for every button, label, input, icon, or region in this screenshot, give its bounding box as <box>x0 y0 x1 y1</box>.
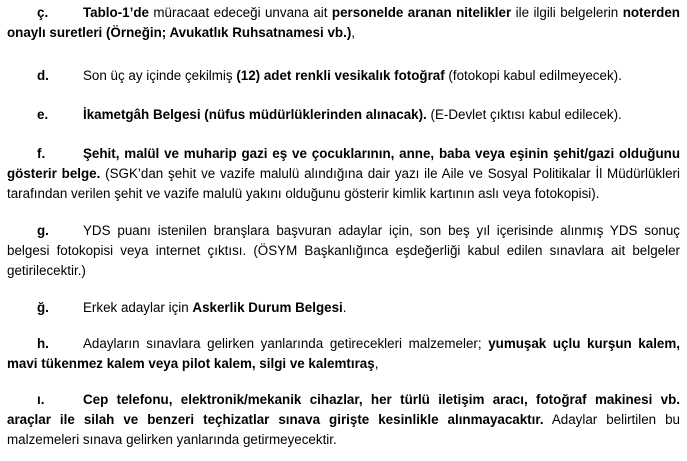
item-text: Tablo-1’de <box>83 5 149 20</box>
item-text: (E-Devlet çıktısı kabul edilecek). <box>426 107 622 122</box>
list-item-e: e. İkametgâh Belgesi (nüfus müdürlüklerinden alınacak). (E-Devlet çıktısı kabul edilecek). <box>37 107 622 122</box>
item-text: Adayların sınavlara gelirken yanlarında getirecekleri malzemeler; <box>83 336 489 351</box>
item-text: , <box>374 356 379 371</box>
item-text: yumuşak uçlu kurşun kalem, mavi tükenmez kalem veya pilot kalem, silgi ve kalemtıraş <box>7 336 680 371</box>
item-text: Erkek adaylar için <box>83 300 193 315</box>
item-text: Şehit, malül ve muharip gazi eş ve çocuklarının, anne, baba veya eşinin şehit/gazi olduğunu gösterir belge. <box>7 146 680 181</box>
item-text: (fotokopi kabul edilmeyecek). <box>444 68 622 83</box>
item-text: YDS puanı istenilen branşlara başvuran adaylar için, son beş yıl içerisinde alınmış YDS sonuç belgesi fotokopisi veya internet çıktısı. (ÖSYM Başkanlığınca eşdeğerliği kabul edilen sınavlara ait belgeler getirilecektir.) <box>7 223 680 278</box>
item-text: personelde aranan nitelikler <box>331 5 512 20</box>
item-text: Adaylar belirtilen bu malzemeleri sınava gelirken yanlarında getirmeyecektir. <box>7 412 680 447</box>
item-text: Cep telefonu, elektronik/mekanik cihazlar, her türlü iletişim aracı, fotoğraf makinesi vb. araçlar ile silah ve benzeri teçhizatlar sınava girişte kesinlikle alınmayacaktır. <box>7 392 680 427</box>
item-text: (SGK’dan şehit ve vazife malulü alındığına dair yazı ile Aile ve Sosyal Politikalar İl Müdürlükleri tarafından verilen şehit ve vazife malulü yakını olduğunu gösterir kimlik kartının aslı veya fotokopisi). <box>7 166 680 201</box>
list-item-f: f. Şehit, malül ve muharip gazi eş ve çocuklarının, anne, baba veya eşinin şehit/gazi olduğunu gösterir belge. (SGK’dan şehit ve vazife malulü alındığına dair yazı ile Aile ve Sosyal Politikalar İl Müdürlükleri tarafından verilen şehit ve vazife malulü yakını olduğunu gösterir kimlik kartının aslı veya fotokopisi). <box>7 146 680 201</box>
item-text: , <box>351 25 356 40</box>
item-text: (12) adet renkli vesikalık fotoğraf <box>236 68 445 83</box>
item-text: noterden onaylı suretleri (Örneğin; Avukatlık Ruhsatnamesi vb.) <box>7 5 680 40</box>
list-item-h: h. Adayların sınavlara gelirken yanlarında getirecekleri malzemeler; yumuşak uçlu kurşun kalem, mavi tükenmez kalem veya pilot kalem, silgi ve kalemtıraş, <box>7 336 680 371</box>
list-item-g-breve: ğ. Erkek adaylar için Askerlik Durum Belgesi. <box>37 300 347 315</box>
item-text: ile ilgili belgelerin <box>511 5 623 20</box>
item-text: Askerlik Durum Belgesi <box>192 300 343 315</box>
list-item-d: d. Son üç ay içinde çekilmiş (12) adet renkli vesikalık fotoğraf (fotokopi kabul edilmeyecek). <box>37 68 622 83</box>
item-text: İkametgâh Belgesi (nüfus müdürlüklerinden alınacak). <box>83 107 427 122</box>
document-body <box>7 3 680 450</box>
list-item-c: ç. Tablo-1’de müracaat edeceği unvana ait personelde aranan nitelikler ile ilgili belgelerin noterden onaylı suretleri (Örneğin; Avukatlık Ruhsatnamesi vb.), <box>7 5 680 40</box>
item-text: . <box>342 300 347 315</box>
item-text: müracaat edeceği unvana ait <box>148 5 332 20</box>
list-item-g: g. YDS puanı istenilen branşlara başvuran adaylar için, son beş yıl içerisinde alınmış YDS sonuç belgesi fotokopisi veya internet çıktısı. (ÖSYM Başkanlığınca eşdeğerliği kabul edilen sınavlara ait belgeler getirilecektir.) <box>7 223 680 278</box>
list-item-i-dotless: ı. Cep telefonu, elektronik/mekanik cihazlar, her türlü iletişim aracı, fotoğraf makinesi vb. araçlar ile silah ve benzeri teçhizatlar sınava girişte kesinlikle alınmayacaktır. Adaylar belirtilen bu malzemeleri sınava gelirken yanlarında getirmeyecektir. <box>7 392 680 447</box>
item-text: Son üç ay içinde çekilmiş <box>83 68 237 83</box>
